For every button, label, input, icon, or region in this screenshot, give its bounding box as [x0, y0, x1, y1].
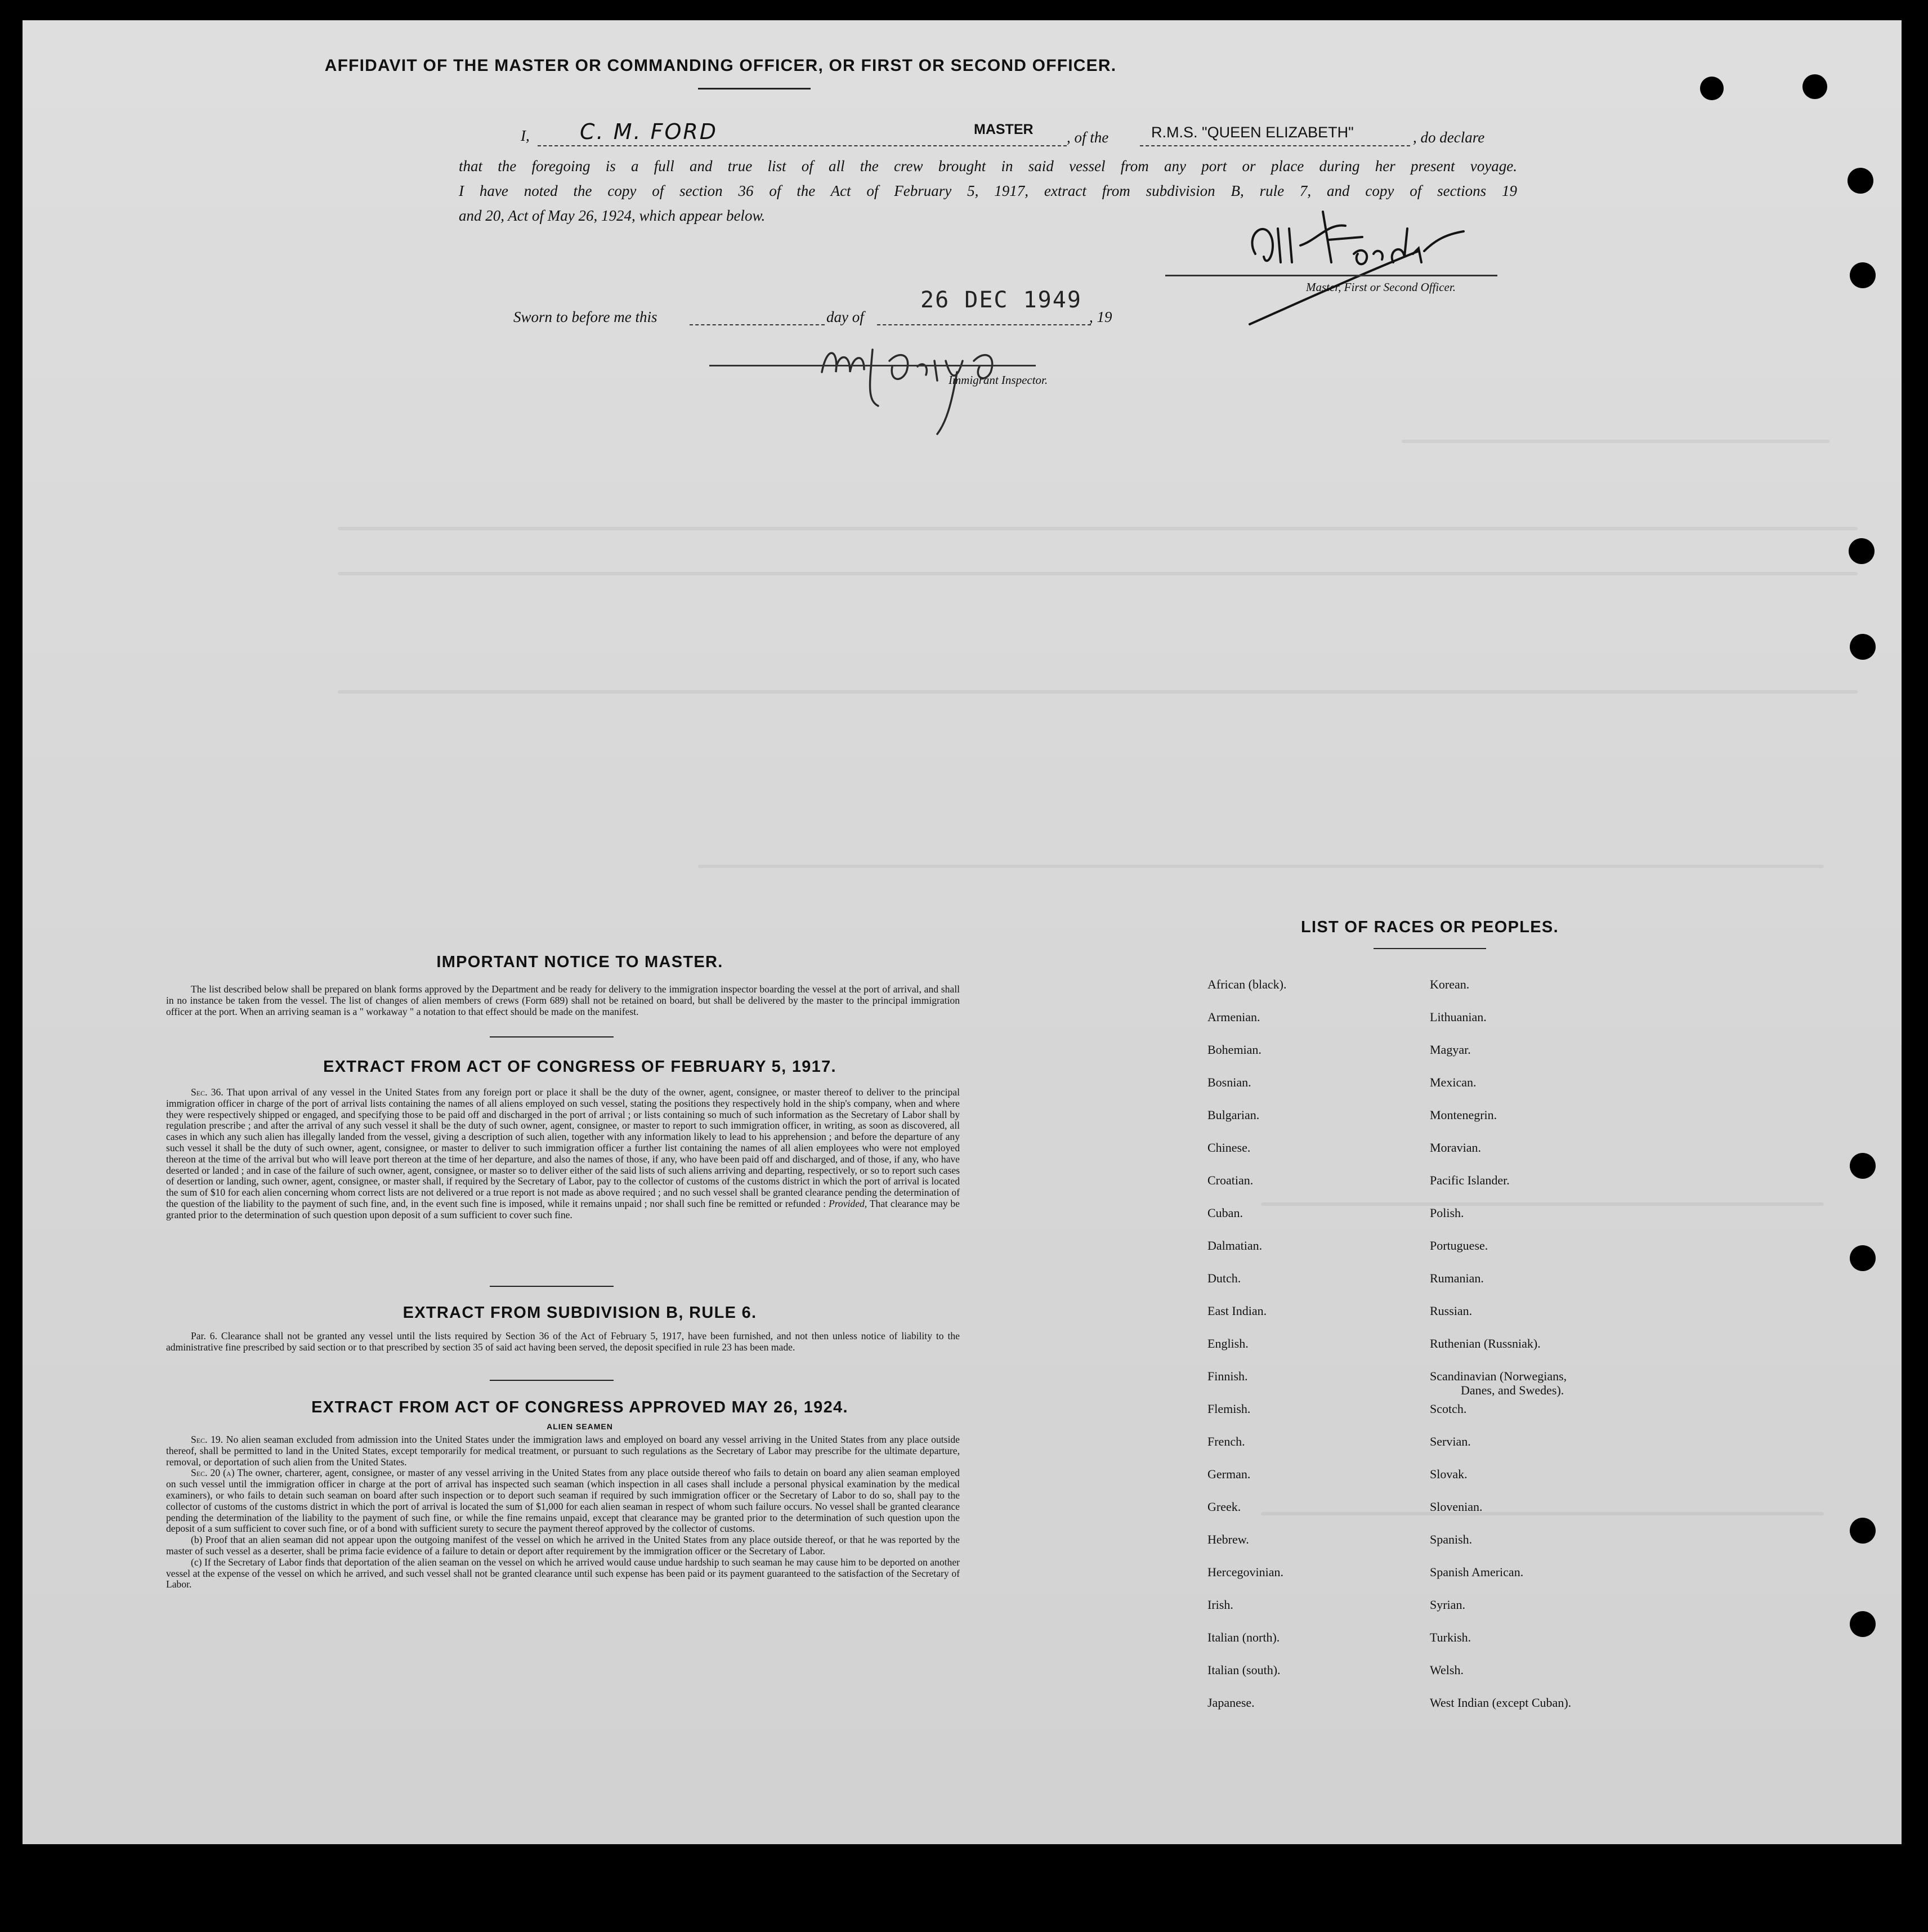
- divider-1: [490, 1036, 614, 1037]
- sworn-day-line: [690, 324, 825, 325]
- vessel-name: R.M.S. "QUEEN ELIZABETH": [1151, 124, 1354, 141]
- race-item: Cuban.: [1207, 1206, 1243, 1220]
- race-item: Irish.: [1207, 1598, 1233, 1612]
- act-1924-text: Sec. 19. No alien seaman excluded from admission into the United States under the immigration laws and employed on board any vessel arriving in the United States from any place outside thereof, shall be permitted to land in the United States, except temporarily for medical treatment, or pursuant to such regulations as the Secretary of Labor may prescribe for the ultimate departure, removal, or deportation of such alien from the United States. Sec. 20 (a) The owner, charterer, agent, consignee, or master of any vessel arriving in the United States from any place outside thereof who fails to detain on board any alien seaman employed on such vessel until the immigration officer in charge at the port of arrival has inspected such seaman (which inspection in all cases shall include a personal physical examination by the medical examiners), or who fails to detain such seaman on board after such inspection or to deport such seaman if required by such immigration officer or the Secretary of Labor to do so, shall pay to the collector of customs of the customs district in which the port of arrival is located the sum of $1,000 for each alien seaman in respect of whom such failure occurs. No vessel shall be granted clearance pending the determination of the liability to the payment of such fine, or while the fine remains unpaid, except that clearance may be granted prior to the determination of such question upon the deposit of a sum sufficient to cover such fine, or of a bond with sufficient surety to secure the payment thereof approved by the collector of customs. (b) Proof that an alien seaman did not appear upon the outgoing manifest of the vessel on which he arrived in the United States from any place outside thereof, or that he was reported by the master of such vessel as a deserter, shall be prima facie evidence of a failure to detain or deport after requirement by the immigration officer or the Secretary of Labor. (c) If the Secretary of Labor finds that deportation of the alien seaman on the vessel on which he arrived would cause undue hardship to such seaman he may cause him to be deported on another vessel at the expense of the vessel on which he arrived, and such vessel shall not be granted clearance until such expense has been paid or its payment guaranteed to the satisfaction of the Secretary of Labor.: [166, 1434, 960, 1590]
- act-1917-text: Sec. 36. That upon arrival of any vessel in the United States from any foreign port or place it shall be the duty of the owner, agent, consignee, or master thereof to deliver to the principal immigration officer in charge of the port of arrival lists containing the names of all aliens employed on such vessel, stating the positions they respectively hold in the ship's company, when and where they were respectively shipped or engaged, and specifying those to be paid off and discharged in the port of arrival ; or lists containing so much of such information as the Secretary of Labor shall by regulation prescribe ; and after the arrival of any such vessel it shall be the duty of such owner, agent, consignee, or master to report to such immigration officer, in writing, as soon as discovered, all cases in which any such alien has illegally landed from the vessel, giving a description of such alien, together with any information likely to lead to his apprehension ; and before the departure of any such vessel it shall be the duty of such owner, agent, consignee, or master to deliver to such immigration officer a further list containing the names of all alien employees who were not employed thereon at the time of the arrival but who will leave port thereon at the time of her departure, and also the names of those, if any, who have been paid off and discharged, and of those, if any, who have deserted or landed ; and in case of the failure of such owner, agent, consignee, or master so to deliver either of the said lists of such aliens arriving and departing, respectively, or so to report such cases of desertion or landing, such owner, agent, consignee, or master shall, if required by the Secretary of Labor, pay to the collector of customs of the customs district in which the port of arrival is located the sum of $10 for each alien concerning whom correct lists are not delivered or a true report is not made as above required ; and no such vessel shall be granted clearance pending the determination of the question of the liability to the payment of such fine, and, in the event such fine is imposed, while it remains unpaid ; nor shall such fine be remitted or refunded : Provided, That clearance may be granted prior to the determination of such question upon deposit of a sum sufficient to cover such fine.: [166, 1086, 960, 1220]
- title-underline: [698, 88, 811, 90]
- act-1924-title: EXTRACT FROM ACT OF CONGRESS APPROVED MAY 26, 1924.: [311, 1398, 848, 1416]
- race-item: Croatian.: [1207, 1173, 1254, 1187]
- race-item: Japanese.: [1207, 1696, 1255, 1710]
- signature-line: [1165, 275, 1497, 276]
- race-item: Syrian.: [1430, 1598, 1465, 1612]
- document-page: [23, 20, 1902, 1844]
- race-item: Bohemian.: [1207, 1043, 1262, 1057]
- sworn-label: Sworn to before me this: [513, 308, 657, 325]
- race-item: Hebrew.: [1207, 1532, 1249, 1546]
- race-item: East Indian.: [1207, 1304, 1267, 1318]
- sworn-month-line: [877, 324, 1091, 325]
- act-1917-title: EXTRACT FROM ACT OF CONGRESS OF FEBRUARY 5, 1917.: [323, 1058, 836, 1076]
- day-of-label: day of: [826, 308, 864, 325]
- race-item: Scandinavian (Norwegians,: [1430, 1369, 1567, 1383]
- race-item: Slovak.: [1430, 1467, 1468, 1481]
- punch-hole: [1700, 77, 1724, 100]
- year-prefix: , 19: [1089, 308, 1112, 325]
- races-underline: [1374, 948, 1486, 949]
- race-item: Rumanian.: [1430, 1271, 1484, 1285]
- punch-hole: [1850, 262, 1876, 288]
- race-item: Greek.: [1207, 1500, 1241, 1514]
- i-label: I,: [521, 127, 530, 144]
- race-item: English.: [1207, 1336, 1249, 1350]
- race-item: Moravian.: [1430, 1141, 1482, 1155]
- race-item: Flemish.: [1207, 1402, 1251, 1416]
- affidavit-line-3: I have noted the copy of section 36 of the Act of February 5, 1917, extract from subdivision B, rule 7, and copy of sections 19: [459, 182, 1517, 199]
- do-declare-label: , do declare: [1413, 129, 1485, 146]
- divider-2: [490, 1286, 614, 1287]
- race-item: Bulgarian.: [1207, 1108, 1260, 1122]
- vessel-line: [1140, 145, 1410, 146]
- race-item: Chinese.: [1207, 1141, 1251, 1155]
- divider-3: [490, 1380, 614, 1381]
- race-item: Korean.: [1430, 977, 1470, 991]
- signature-caption: Master, First or Second Officer.: [1306, 280, 1456, 294]
- race-item: Spanish.: [1430, 1532, 1473, 1546]
- race-item: Slovenian.: [1430, 1500, 1483, 1514]
- race-item: Magyar.: [1430, 1043, 1471, 1057]
- punch-hole: [1850, 1518, 1876, 1544]
- inspector-line: [709, 365, 1036, 366]
- race-item: Russian.: [1430, 1304, 1473, 1318]
- punch-hole: [1849, 538, 1875, 564]
- race-item: Spanish American.: [1430, 1565, 1524, 1579]
- race-item: Welsh.: [1430, 1663, 1464, 1677]
- race-item: Finnish.: [1207, 1369, 1248, 1383]
- race-item: Scotch.: [1430, 1402, 1467, 1416]
- master-signature: [1233, 200, 1503, 336]
- race-item: Italian (south).: [1207, 1663, 1281, 1677]
- alien-seamen-heading: ALIEN SEAMEN: [547, 1422, 613, 1431]
- race-item: Portuguese.: [1430, 1238, 1488, 1253]
- important-notice-text: The list described below shall be prepared on blank forms approved by the Department and be ready for delivery to the immigration inspector boarding the vessel at the port of arrival, and shall in no instance be taken from the vessel. The list of changes of alien members of crews (Form 689) shall not be retained on board, but shall be delivered by the master to the principal immigration officer at the port. When an arriving seaman is a " workaway " a notation to that effect should be made on the manifest.: [166, 983, 960, 1017]
- race-item: Servian.: [1430, 1434, 1471, 1448]
- race-item: Bosnian.: [1207, 1075, 1251, 1089]
- race-item: Danes, and Swedes).: [1461, 1383, 1564, 1397]
- race-item: Turkish.: [1430, 1630, 1471, 1644]
- race-item: Lithuanian.: [1430, 1010, 1487, 1024]
- punch-hole: [1850, 634, 1876, 660]
- inspector-caption: Immigrant Inspector.: [949, 373, 1048, 387]
- master-name: C. M. FORD: [580, 119, 718, 144]
- date-stamp: 26 DEC 1949: [920, 287, 1082, 313]
- affidavit-title: AFFIDAVIT OF THE MASTER OR COMMANDING OFFICER, OR FIRST OR SECOND OFFICER.: [324, 56, 1117, 75]
- race-item: French.: [1207, 1434, 1245, 1448]
- race-item: Mexican.: [1430, 1075, 1477, 1089]
- affidavit-line-4: and 20, Act of May 26, 1924, which appear below.: [459, 207, 766, 224]
- race-item: Dalmatian.: [1207, 1238, 1263, 1253]
- race-item: Polish.: [1430, 1206, 1464, 1220]
- punch-hole: [1850, 1245, 1876, 1271]
- affidavit-line-2: that the foregoing is a full and true list of all the crew brought in said vessel from any port or place during her present voyage.: [459, 158, 1517, 175]
- race-item: African (black).: [1207, 977, 1287, 991]
- race-item: West Indian (except Cuban).: [1430, 1696, 1572, 1710]
- master-label: MASTER: [974, 122, 1034, 137]
- race-item: Ruthenian (Russniak).: [1430, 1336, 1541, 1350]
- punch-hole: [1850, 1153, 1876, 1179]
- important-notice-title: IMPORTANT NOTICE TO MASTER.: [436, 953, 723, 971]
- rule-6-text: Par. 6. Clearance shall not be granted any vessel until the lists required by Section 36 of the Act of February 5, 1917, have been furnished, and not then unless notice of liability to the administrative fine prescribed by said section or to that prescribed by section 35 of said act having been served, the deposit specified in rule 23 has been made.: [166, 1330, 960, 1353]
- of-the-label: , of the: [1067, 129, 1109, 146]
- race-item: Montenegrin.: [1430, 1108, 1497, 1122]
- race-item: Hercegovinian.: [1207, 1565, 1283, 1579]
- rule-6-title: EXTRACT FROM SUBDIVISION B, RULE 6.: [402, 1304, 757, 1322]
- race-item: Dutch.: [1207, 1271, 1241, 1285]
- race-item: Pacific Islander.: [1430, 1173, 1510, 1187]
- races-title: LIST OF RACES OR PEOPLES.: [1301, 918, 1559, 936]
- punch-hole: [1802, 74, 1827, 99]
- race-item: Italian (north).: [1207, 1630, 1280, 1644]
- master-name-line: [538, 145, 1067, 146]
- race-item: German.: [1207, 1467, 1251, 1481]
- punch-hole: [1848, 168, 1873, 194]
- race-item: Armenian.: [1207, 1010, 1260, 1024]
- punch-hole: [1850, 1611, 1876, 1637]
